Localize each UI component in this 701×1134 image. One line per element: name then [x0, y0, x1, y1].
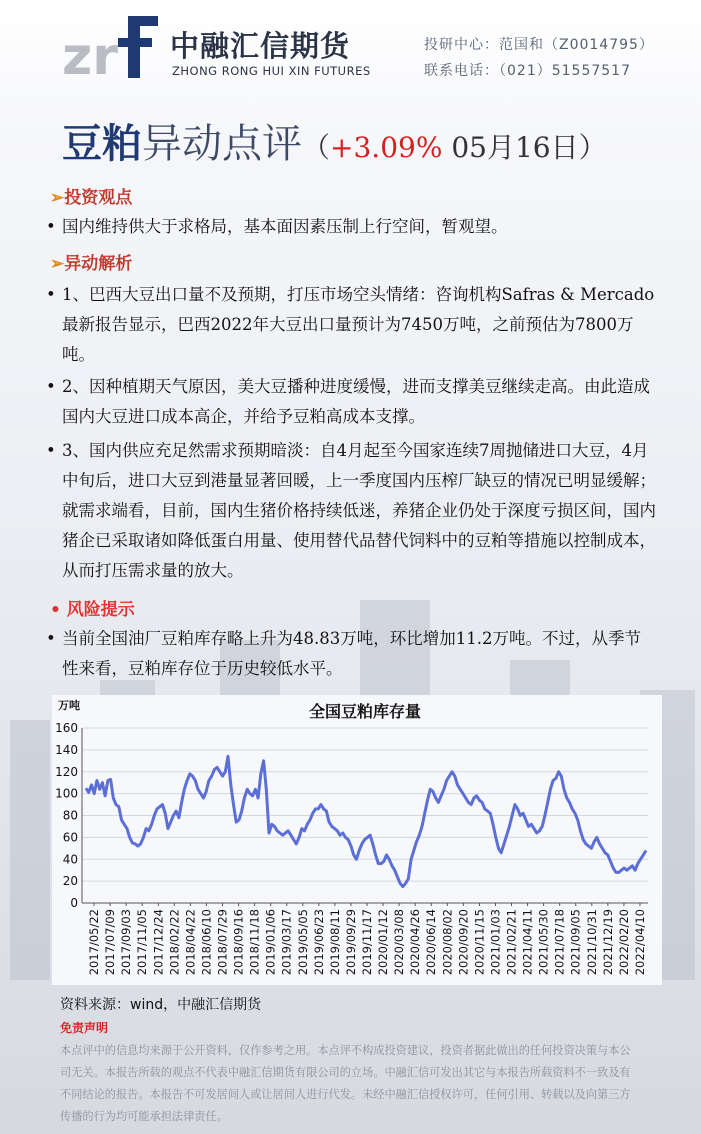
analysis-point-2: • 2、因种植期天气原因，美大豆播种进度缓慢，进而支撑美豆继续走高。由此造成国内大豆进口成本高企，并给予豆粕高成本支撑。	[46, 372, 656, 432]
x-tick-label: 2021/10/31	[584, 909, 599, 976]
disclaimer-text: 本点评中的信息均来源于公开资料，仅作参考之用。本点评不构成投资建议，投资者据此做出的任何投资决策与本公司无关。本报告所载的观点不代表中融汇信期货有限公司的立场。中融汇信可发出其它与本报告所载资料不一致及有不同结论的报告。本报告不可发居间人或让居间人进行代发。未经中融汇信授权许可，任何引用、转载以及向第三方传播的行为均可能承担法律责任。	[60, 1044, 631, 1123]
source-note: 资料来源：wind，中融汇信期货	[60, 997, 262, 1013]
x-tick-label: 2021/05/30	[536, 909, 551, 976]
view-paragraph: • 国内维持供大于求格局，基本面因素压制上行空间，暂观望。	[46, 212, 656, 242]
contact-analyst: 投研中心：范国和（Z0014795）	[424, 37, 654, 53]
x-tick-label: 2022/02/20	[616, 909, 631, 976]
header	[0, 0, 701, 105]
bullet-icon: •	[46, 285, 56, 304]
x-tick-label: 2017/11/05	[135, 909, 150, 976]
svg-text:zr: zr	[62, 27, 118, 82]
x-tick-label: 2019/05/05	[295, 909, 310, 976]
bullet-icon: •	[46, 377, 56, 396]
x-tick-label: 2018/07/29	[215, 909, 230, 976]
series-line	[86, 756, 646, 886]
x-tick-label: 2018/11/18	[247, 909, 262, 976]
title-change: +3.09%	[330, 131, 443, 164]
y-tick-label: 100	[55, 786, 78, 801]
analysis-point-3: • 3、国内供应充足然需求预期暗淡：自4月起至今国家连续7周抛储进口大豆，4月中旬后，进口大豆到港量显著回暖，上一季度国内压榨厂缺豆的情况已明显缓解；就需求端看，目前，国内生猪价格持续低迷，养猪企业仍处于深度亏损区间，国内猪企已采取诸如降低蛋白用量、使用替代品替代饲料中的豆粕等措施以控制成本，从而打压需求量的放大。	[46, 436, 656, 586]
section-risk-title: • 风险提示	[50, 600, 135, 620]
x-tick-label: 2019/01/06	[263, 909, 278, 976]
y-tick-label: 120	[55, 764, 78, 779]
x-tick-label: 2021/02/21	[504, 909, 519, 976]
title-date: 05月16日）	[442, 131, 607, 164]
x-tick-label: 2021/01/03	[488, 909, 503, 976]
x-tick-label: 2018/02/22	[167, 909, 182, 976]
bullet-icon: •	[46, 217, 56, 236]
x-tick-label: 2017/12/24	[151, 909, 166, 976]
x-tick-label: 2018/09/16	[231, 909, 246, 976]
bullet-icon: •	[50, 600, 61, 620]
chart-container	[52, 695, 662, 985]
company-name-en: ZHONG RONG HUI XIN FUTURES	[172, 64, 371, 78]
contact-phone: 联系电话：（021）51557517	[424, 63, 631, 79]
y-tick-label: 40	[62, 852, 78, 867]
chart-title: 全国豆粕库存量	[308, 702, 422, 721]
x-tick-label: 2021/09/05	[568, 909, 583, 976]
x-tick-label: 2019/06/23	[311, 909, 326, 976]
section-analysis-title: ➢异动解析	[50, 254, 133, 274]
x-tick-label: 2021/07/18	[552, 909, 567, 976]
disclaimer-title: 免责声明	[60, 1021, 109, 1035]
y-tick-label: 140	[55, 742, 78, 757]
x-tick-label: 2021/04/11	[520, 909, 535, 976]
x-tick-label: 2022/04/10	[632, 909, 647, 976]
x-tick-label: 2017/05/22	[87, 909, 102, 976]
risk-paragraph: • 当前全国油厂豆粕库存略上升为48.83万吨，环比增加11.2万吨。不过，从季节性来看，豆粕库存位于历史较低水平。	[46, 624, 656, 684]
x-tick-label: 2018/04/22	[183, 909, 198, 976]
bullet-icon: •	[46, 441, 56, 460]
arrow-icon: ➢	[50, 254, 65, 274]
page-title	[62, 112, 607, 169]
y-tick-label: 20	[62, 874, 78, 889]
x-tick-label: 2019/08/11	[327, 909, 342, 976]
y-tick-label: 60	[62, 830, 78, 845]
x-tick-label: 2017/07/09	[103, 909, 118, 976]
x-tick-label: 2021/12/19	[600, 909, 615, 976]
inventory-line-chart	[52, 695, 662, 985]
title-type: 异动点评	[142, 121, 302, 167]
title-paren: （	[302, 131, 331, 164]
x-tick-label: 2020/06/14	[424, 909, 439, 976]
section-view-title: ➢投资观点	[50, 188, 133, 208]
y-tick-label: 0	[70, 896, 78, 910]
x-tick-label: 2020/03/08	[392, 909, 407, 976]
title-product: 豆粕	[62, 120, 142, 167]
x-tick-label: 2017/09/03	[119, 909, 134, 976]
arrow-icon: ➢	[50, 188, 65, 208]
x-tick-label: 2020/09/20	[456, 909, 471, 976]
bullet-icon: •	[46, 629, 56, 648]
x-tick-label: 2020/11/15	[472, 909, 487, 976]
x-tick-label: 2020/08/02	[440, 909, 455, 976]
x-tick-label: 2019/11/17	[360, 909, 374, 976]
y-tick-label: 80	[62, 808, 78, 823]
chart-y-unit: 万吨	[58, 699, 80, 712]
x-tick-label: 2019/09/29	[343, 909, 358, 976]
x-tick-label: 2018/06/10	[199, 909, 214, 976]
y-tick-label: 160	[55, 721, 78, 735]
analysis-point-1: • 1、巴西大豆出口量不及预期，打压市场空头情绪：咨询机构Safras & Mercado最新报告显示，巴西2022年大豆出口量预计为7450万吨，之前预估为7800万吨。	[46, 280, 656, 370]
company-logo-icon	[62, 12, 162, 82]
x-tick-label: 2020/01/12	[376, 909, 391, 976]
x-tick-label: 2020/04/26	[408, 909, 423, 976]
x-tick-label: 2019/03/17	[279, 909, 294, 976]
company-name-cn: 中融汇信期货	[170, 29, 351, 63]
